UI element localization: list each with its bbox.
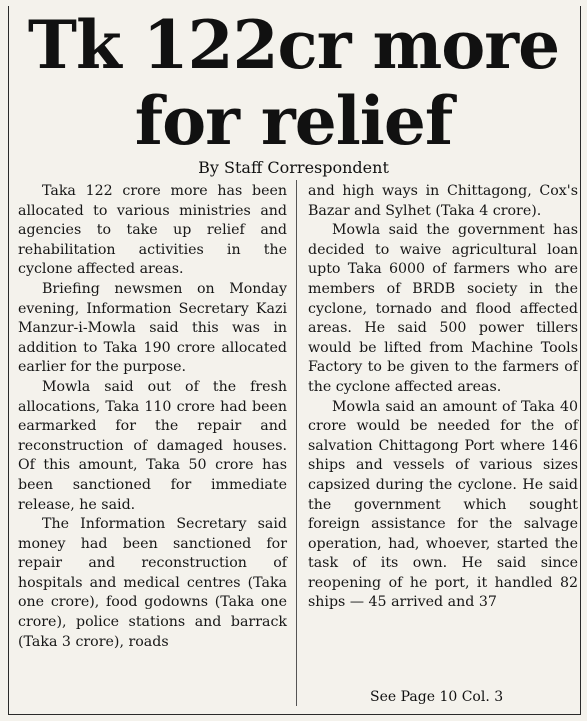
- column-divider: [296, 180, 297, 706]
- paragraph: The Information Secretary said money had been sanctioned for repair and reconstruction of hospitals and medical centres (Taka one crore), food godowns (Taka one crore), police stations and barrack (Taka 3 crore), roads: [18, 516, 287, 650]
- continuation-note: See Page 10 Col. 3: [370, 689, 504, 705]
- headline-line-2: for relief: [134, 82, 453, 160]
- paragraph: Mowla said an amount of Taka 40 crore would be needed for the of salvation Chittagong Port where 146 ships and vessels of various sizes capsized during the cyclone. He said the government which sought foreign assistance for the salvage operation, had, whoever, started the task of its own. He said since reopening of he port, it handled 82 ships — 45 arrived and 37: [308, 398, 578, 611]
- paragraph: Mowla said out of the fresh allocations, Taka 110 crore had been earmarked for the repair and reconstruction of damaged houses. Of this amount, Taka 50 crore has been sanctioned for immediate release, he said.: [18, 378, 287, 513]
- paragraph: and high ways in Chittagong, Cox's Bazar and Sylhet (Taka 4 crore).: [308, 183, 578, 219]
- paragraph: Mowla said the government has decided to waive agricultural loan upto Taka 6000 of farmers who are members of BRDB society in the cyclone, tornado and flood affected areas. He said 500 power tillers would be lifted from Machine Tools Factory to be given to the farmers of the cyclone affected areas.: [308, 222, 578, 395]
- headline-line-1: Tk 122cr more: [27, 6, 560, 84]
- article-column-left: [18, 182, 287, 652]
- article-column-right: [308, 182, 578, 613]
- paragraph: Taka 122 crore more has been allocated to various ministries and agencies to take up relief and rehabilitation activities in the cyclone affected areas.: [18, 183, 287, 278]
- byline: By Staff Correspondent: [198, 158, 389, 177]
- paragraph: Briefing newsmen on Monday evening, Information Secretary Kazi Manzur-i-Mowla said this was in addition to Taka 190 crore allocated earlier for the purpose.: [18, 280, 287, 376]
